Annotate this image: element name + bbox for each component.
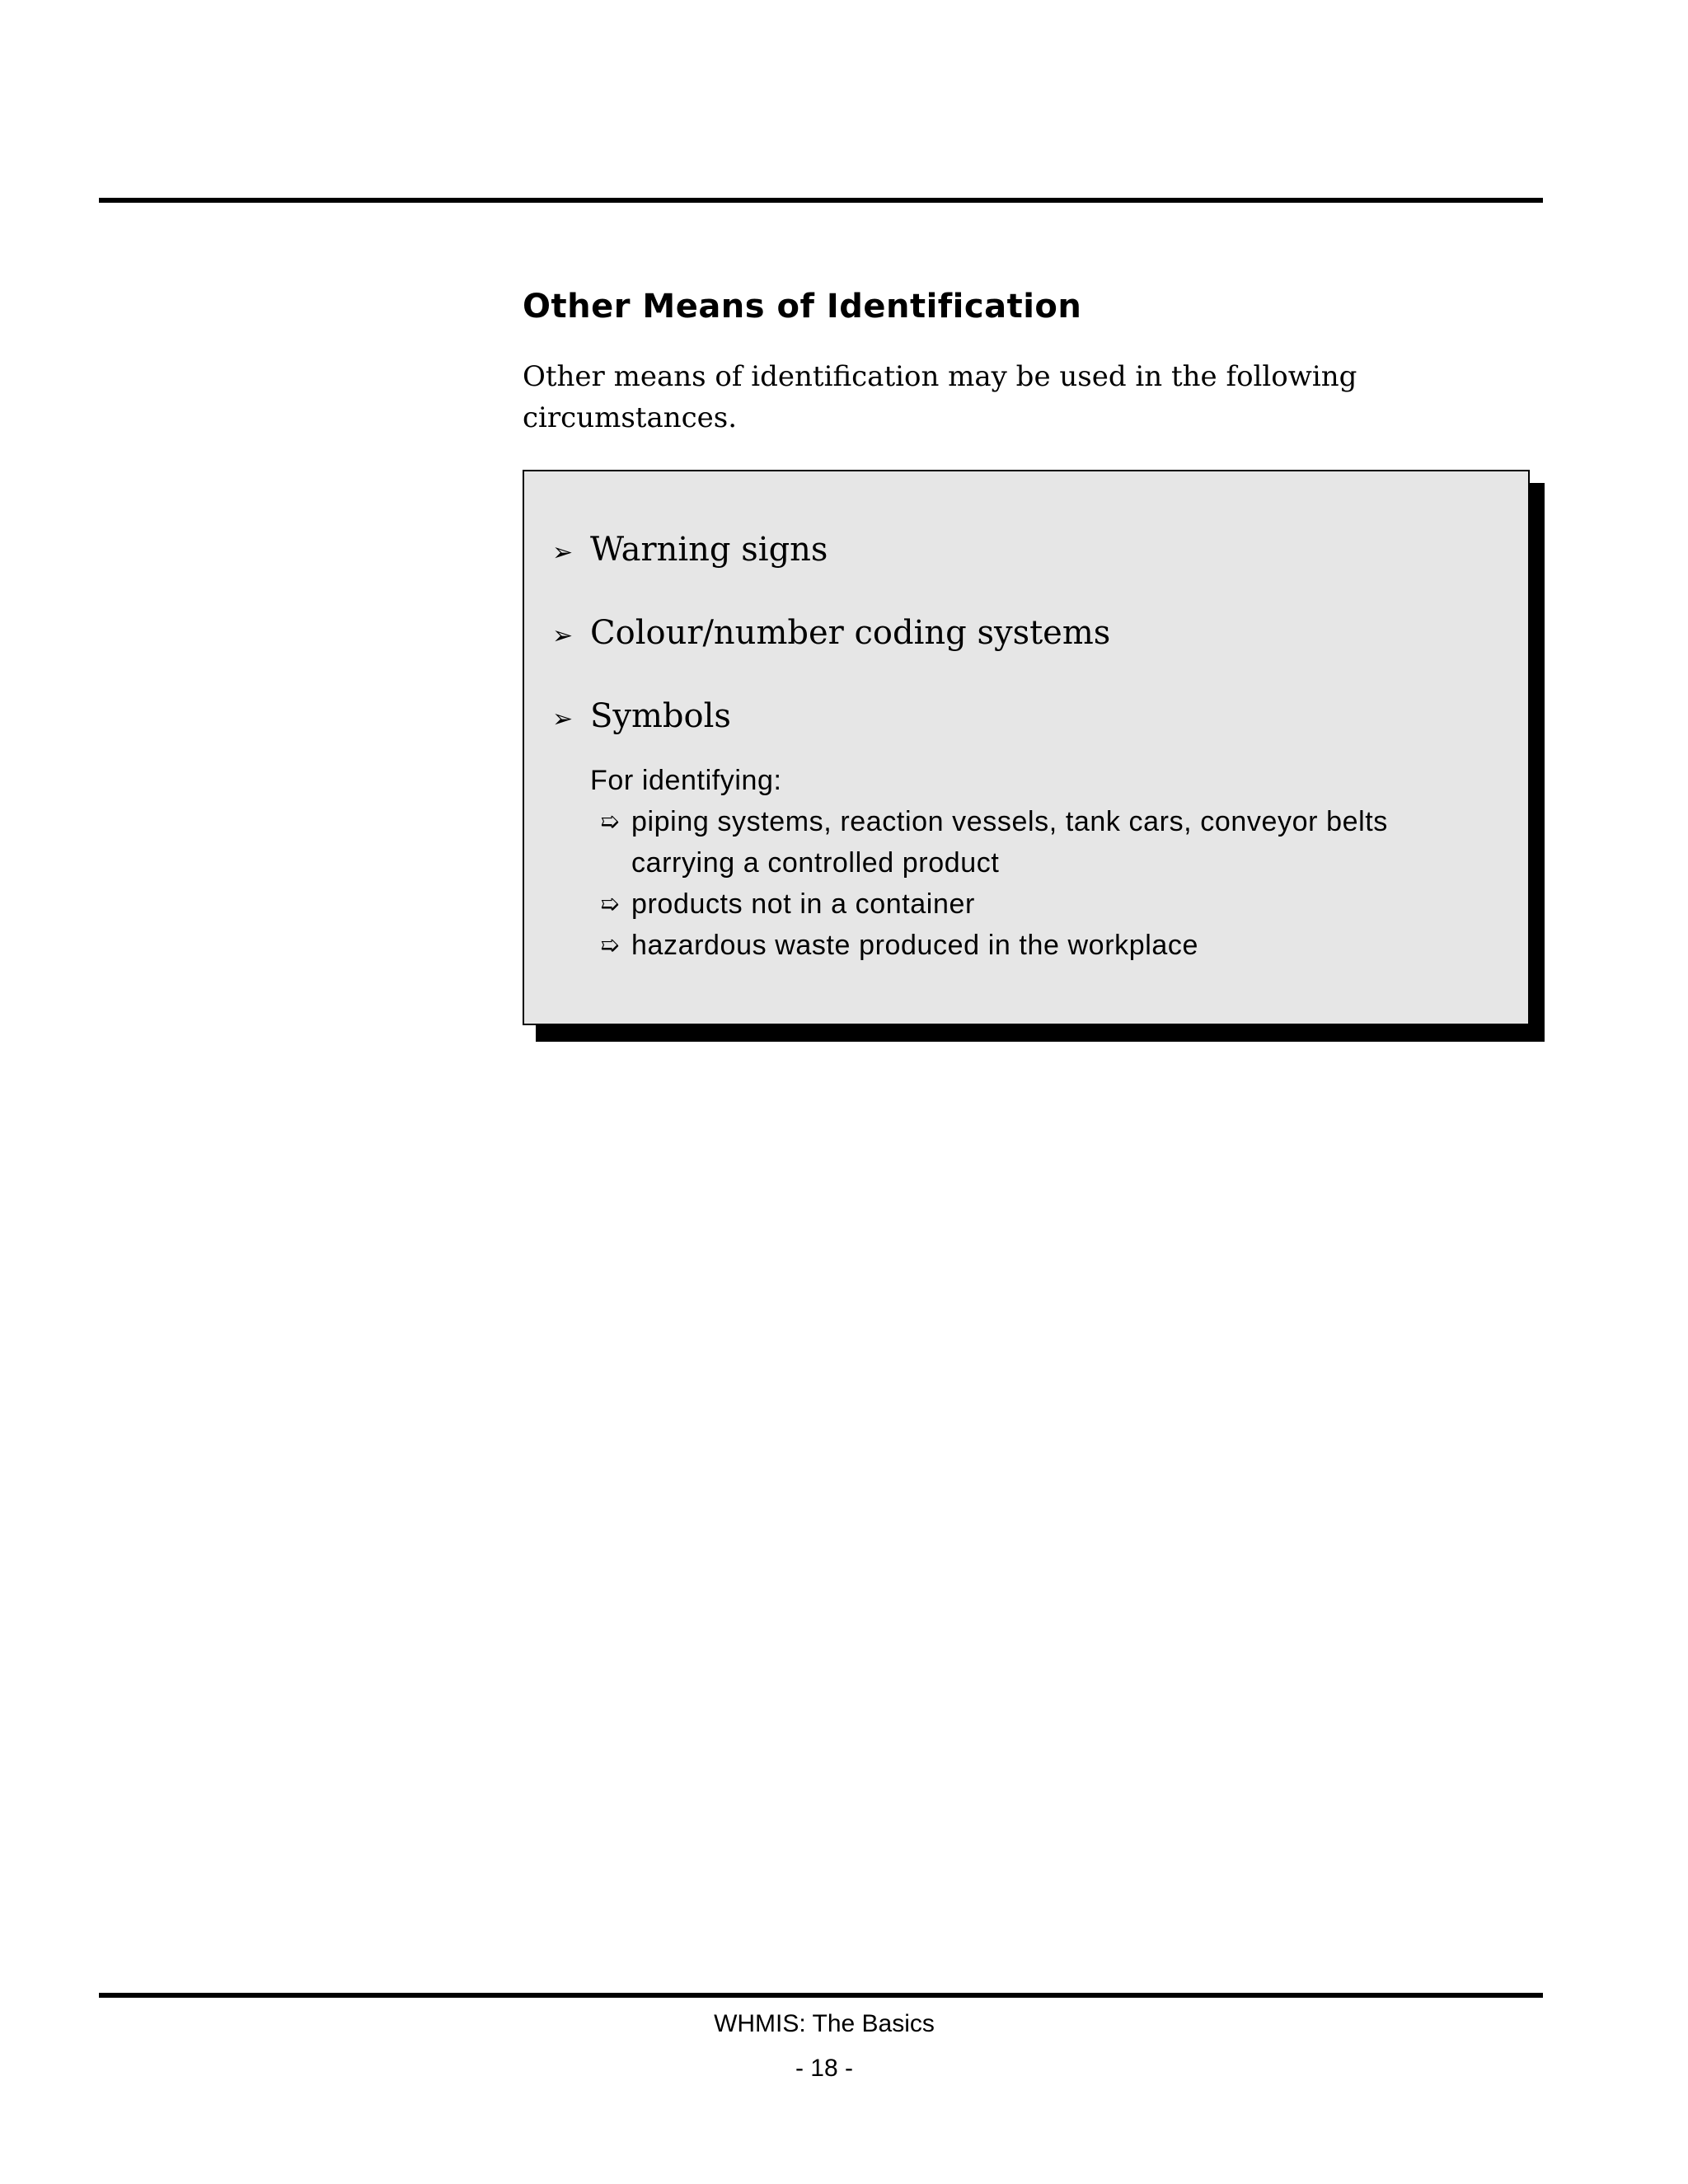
sub-arrow-bullet-icon: ➯ — [600, 890, 621, 917]
section-title: Other Means of Identification — [523, 288, 1082, 326]
list-item — [552, 614, 1110, 697]
list-item-label: Warning signs — [590, 531, 828, 569]
sub-list-item — [600, 883, 1423, 925]
arrow-bullet-icon: ➢ — [552, 621, 574, 650]
symbols-sub-list — [600, 801, 1423, 966]
sub-arrow-bullet-icon: ➯ — [600, 931, 621, 958]
footer-rule — [99, 1993, 1543, 1998]
arrow-bullet-icon: ➢ — [552, 705, 574, 733]
sub-list-item-label: piping systems, reaction vessels, tank cars, conveyor belts carrying a controlled product — [631, 806, 1388, 879]
intro-paragraph: Other means of identification may be used in the following circumstances. — [523, 360, 1357, 434]
footer-document-title: WHMIS: The Basics — [714, 2010, 935, 2037]
list-item-label: Symbols — [590, 697, 731, 735]
header-rule — [99, 198, 1543, 203]
callout-box — [523, 470, 1530, 1025]
sub-list-item-label: hazardous waste produced in the workplace — [631, 930, 1198, 961]
sub-list-item-label: products not in a container — [631, 888, 975, 920]
list-item — [552, 531, 1110, 614]
arrow-bullet-icon: ➢ — [552, 538, 574, 567]
list-item-label: Colour/number coding systems — [590, 614, 1111, 652]
sub-list-item — [600, 801, 1423, 883]
sub-arrow-bullet-icon: ➯ — [600, 808, 621, 835]
page-number: - 18 - — [795, 2055, 854, 2082]
symbols-sub-intro: For identifying: — [590, 765, 782, 796]
means-list — [552, 531, 1110, 780]
sub-list-item — [600, 925, 1423, 966]
